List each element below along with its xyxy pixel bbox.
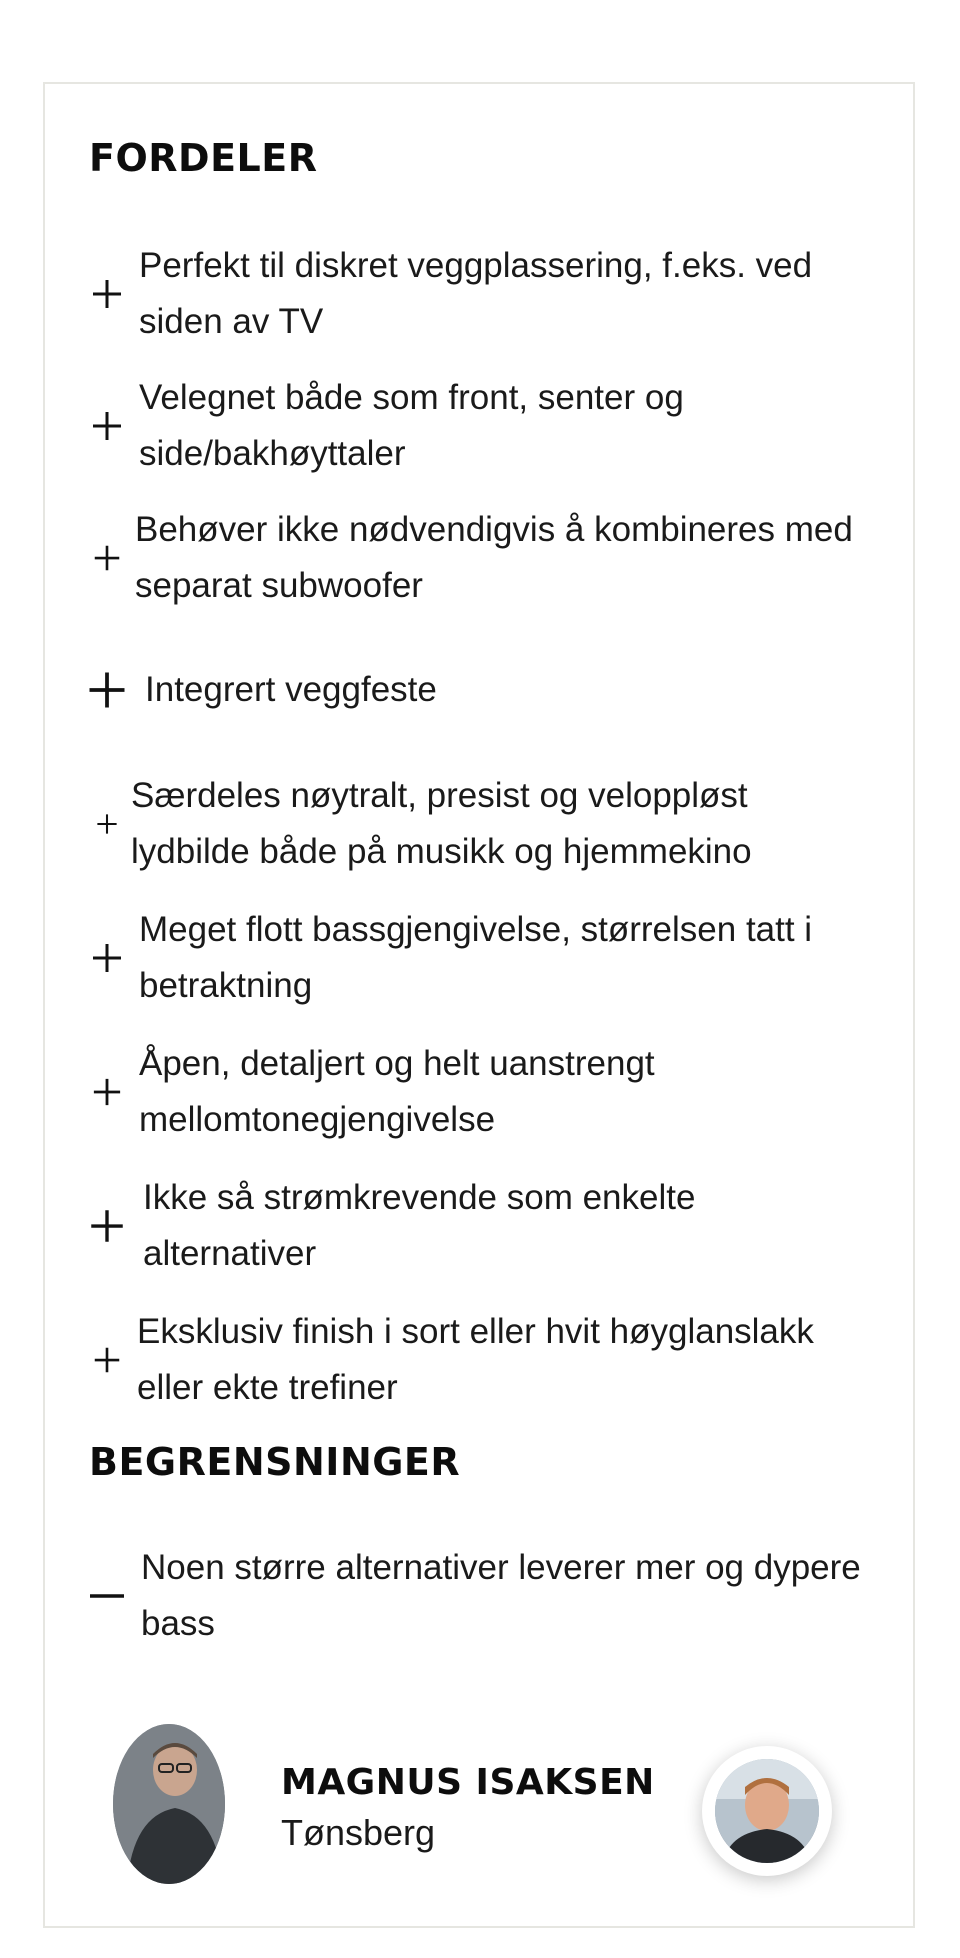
pros-cons-card — [43, 82, 915, 1928]
pros-item-text: Integrert veggfeste — [145, 670, 437, 709]
cons-title: BEGRENSNINGER — [89, 1440, 461, 1484]
pros-item — [85, 1032, 873, 1152]
pros-item — [85, 1300, 873, 1420]
pros-item-text: Behøver ikke nødvendigvis å kombineres med separat subwoofer — [135, 510, 853, 605]
pros-item — [85, 366, 873, 486]
author-avatar — [113, 1724, 225, 1884]
author-name: MAGNUS ISAKSEN — [281, 1762, 655, 1803]
chat-avatar-button[interactable] — [702, 1746, 832, 1876]
pros-item-text: Meget flott bassgjengivelse, størrelsen tatt i betraktning — [139, 910, 813, 1005]
plus-icon — [85, 1077, 129, 1107]
minus-icon — [85, 1593, 129, 1599]
pros-title: FORDELER — [89, 136, 318, 180]
chat-avatar-icon — [715, 1759, 819, 1863]
pros-item-text: Åpen, detaljert og helt uanstrengt mellomtonegjengivelse — [139, 1044, 655, 1139]
plus-icon — [85, 1208, 129, 1244]
plus-icon — [85, 410, 129, 442]
pros-item — [85, 662, 873, 718]
plus-icon — [85, 1346, 129, 1374]
pros-item — [85, 234, 873, 354]
plus-icon — [85, 670, 129, 710]
pros-item-text: Perfekt til diskret veggplassering, f.eks. ved siden av TV — [139, 246, 813, 341]
pros-item-text: Særdeles nøytralt, presist og veloppløst lydbilde både på musikk og hjemmekino — [131, 776, 752, 871]
pros-item — [85, 1166, 873, 1286]
plus-icon — [85, 813, 129, 835]
cons-item — [85, 1536, 873, 1656]
pros-item — [85, 498, 873, 618]
cons-item-text: Noen større alternativer leverer mer og dypere bass — [141, 1548, 861, 1643]
pros-item — [85, 764, 873, 884]
pros-item — [85, 898, 873, 1018]
plus-icon — [85, 278, 129, 310]
plus-icon — [85, 942, 129, 974]
pros-item-text: Ikke så strømkrevende som enkelte alternativer — [143, 1178, 696, 1273]
pros-item-text: Eksklusiv finish i sort eller hvit høyglanslakk eller ekte trefiner — [137, 1312, 814, 1407]
author-location: Tønsberg — [281, 1812, 436, 1853]
pros-item-text: Velegnet både som front, senter og side/bakhøyttaler — [139, 378, 684, 473]
plus-icon — [85, 544, 129, 572]
